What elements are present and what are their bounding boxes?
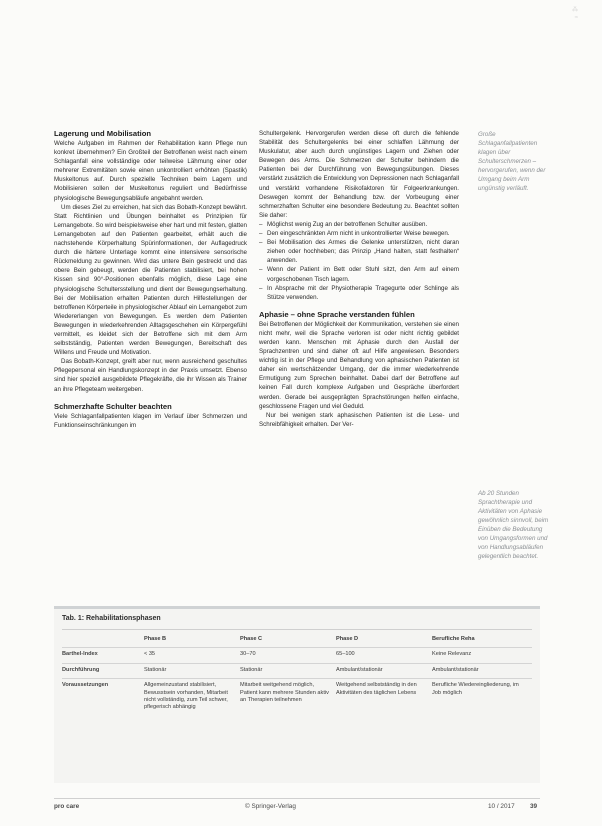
tips-list (259, 220, 459, 302)
journal-name: pro care (54, 803, 80, 810)
table-cell: < 35 (144, 648, 240, 663)
list-item: – Wenn der Patient im Bett oder Stuhl sitzt, den Arm auf einem vorgeschobenen Tisch lagern. (259, 265, 459, 283)
section-heading-aphasie: Aphasie – ohne Sprache verstanden fühlen (259, 309, 415, 319)
table-header-row (62, 633, 532, 648)
table-header-cell: Phase B (144, 636, 167, 642)
table-header-cell: Phase C (240, 636, 263, 642)
table-cell: 30–70 (240, 648, 336, 663)
paragraph: Bei Betroffenen der Möglichkeit der Kommunikation, verstehen sie einen nicht mehr, weil die Sprache verloren ist oder nicht richtig gebildet werden kann. Menschen mit Aphasie durch den Ausfall der Sprachzentren und sind daher oft auf Hilfe angewiesen. Besonders wichtig ist in der Pflege und Behandlung von aphasischen Patienten ist daher ein wertschätzender Umgang, der die immer wiederkehrende Ermutigung zum Sprechen beinhaltet. Dabei darf der Betroffene auf keinen Fall durch komplexe Aufgaben und Gespräche überfordert werden. Gerade bei ausgeprägten Sprachstörungen helfen einfache, geschlossene Fragen und viel Geduld. (259, 320, 459, 410)
rehab-phases-table (54, 606, 540, 783)
table-row (62, 663, 532, 678)
paragraph: Viele Schlaganfallpatienten klagen im Verlauf über Schmerzen und Funktionseinschränkungen im (54, 412, 247, 429)
publisher: © Springer-Verlag (245, 803, 296, 810)
list-item: – Bei Mobilisation des Armes die Gelenke unterstützen, nicht daran ziehen oder hochheben; das Prinzip „Hand halten, statt festhalten“ anwenden. (259, 238, 459, 265)
table-cell: Weitgehend selbstständig in den Aktivitäten des täglichen Lebens (336, 679, 432, 716)
paragraph: Schultergelenk. Hervorgerufen werden diese oft durch die fehlende Stabilität des Schultergelenks bei einer schlaffen Lähmung der Muskulatur, aber auch durch ungünstiges Lagern und Ziehen oder Bewegen des Arms. Die Schmerzen der Schulter behindern die Patienten bei der Durchführung von Bewegungsübungen. Dieses verstärkt zusätzlich die Entwicklung von Depressionen nach Schlaganfall und verstärkt vorhandene Risikofaktoren für Folgeerkrankungen. Deswegen kommt der Behandlung bzw. der Vorbeugung einer schmerzhaften Schulter eine besondere Bedeutung zu. Beachtet sollten Sie daher: (259, 130, 459, 219)
footer-divider (54, 798, 540, 799)
issue-date: 10 / 2017 (488, 803, 515, 810)
margin-note: Große Schlaganfallpatienten klagen über Schulterschmerzen – hervorgerufen, wenn der Umgang beim Arm ungünstig verläuft. (478, 131, 546, 192)
table-cell: 65–100 (336, 648, 432, 663)
table-header-cell: Berufliche Reha (432, 636, 475, 642)
table-cell: Allgemeinzustand stabilisiert, Bewusstsein vorhanden, Mitarbeit nicht vollständig, zum Teil schwer, pflegerisch abhängig (144, 679, 240, 716)
margin-note: Ab 20 Stunden Sprachtherapie und Aktivitäten von Aphasie gewöhnlich sinnvoll, beim Einüben die Bedeutung von Umgangsformen und von Handlungsabläufen gelegentlich beachtet. (478, 490, 549, 560)
text-column-left (54, 129, 247, 430)
paragraph: Nur bei wenigen stark aphasischen Patienten ist die Lese- und Schreibfähigkeit erhalten. Der Ver- (259, 411, 459, 428)
table-cell: Stationär (240, 663, 336, 678)
table-cell: Barthel-Index (62, 648, 144, 663)
list-item: – Den eingeschränkten Arm nicht in unkontrollierter Weise bewegen. (259, 229, 459, 238)
list-item: – Möglichst wenig Zug an der betroffenen Schulter ausüben. (259, 220, 459, 229)
table-row (62, 679, 532, 716)
corner-mark: ⁂ ≈ (572, 7, 578, 21)
table-cell: Ambulant/stationär (432, 663, 532, 678)
table-cell: Stationär (144, 663, 240, 678)
table-header-cell (62, 633, 144, 648)
table-title: Tab. 1: Rehabilitationsphasen (62, 615, 161, 622)
table-cell: Mitarbeit weitgehend möglich, Patient kann mehrere Stunden aktiv an Therapien teilnehmen (240, 679, 336, 716)
table-cell: Berufliche Wiedereingliederung, im Job möglich (432, 679, 532, 716)
table-header-cell: Phase D (336, 636, 359, 642)
table-cell: Voraussetzungen (62, 679, 144, 716)
page-number: 39 (530, 803, 538, 810)
paragraph: Um dieses Ziel zu erreichen, hat sich das Bobath-Konzept bewährt. Statt Richtlinien und Übungen beinhaltet es Prinzipien für Lernangebote. So wird beispielsweise eher hart und mit festen, glatten Lernangeboten auf den Patienten gearbeitet, erhält auch die nachstehende Körperhaltung Spürinformationen, der Auflagedruck durch die härtere Unterlage kommt eine intensivere sensorische Rückmeldung zu gewinnen. Wird das untere Bein gestreckt und das obere Bein gebeugt, werden die Patienten stabilisiert, bei hohen Kissen sind 90°-Positionen ebenfalls möglich, diese Lage eine physiologische Schultersstellung und dient der Bewegungserhaltung. Bei der Mobilisation erhalten Patienten durch Hilfestellungen der betroffenen Körperteile in physiologischer Ablauf ein Lernangebot zum Wiedererlangen von Bewegungen. Es werden dem Patienten Bewegungen in wiederkehrenden Alltagsgeschehen ein Körpergefühl vermittelt, es kleidet sich der Betroffene sich mit dem Arm selbstständig, Patienten werden Bewegungen, Bereitschaft des Willens und Freude und Motivation. (54, 203, 247, 357)
list-item: – In Absprache mit der Physiotherapie Tragegurte oder Schlinge als Stütze verwenden. (259, 284, 459, 302)
paragraph: Welche Aufgaben im Rahmen der Rehabilitation kann Pflege nun konkret übernehmen? Ein Großteil der Betroffenen weist nach einem Schlaganfall eine vollständige oder teilweise Lähmung einer oder mehrerer Extremitäten sowie einen unkontrolliert erhöhten (Spastik) Muskeltonus auf. Durch spezielle Techniken beim Lagern und Mobilisieren sollen der Muskeltonus reguliert und Bedürfnisse physiologische Bewegungsabläufe angebahnt werden. (54, 140, 247, 202)
text-column-right (259, 129, 459, 429)
section-heading-schulter: Schmerzhafte Schulter beachten (54, 401, 172, 411)
table-cell: Keine Relevanz (432, 648, 532, 663)
divider (62, 629, 532, 630)
table-cell: Ambulant/stationär (336, 663, 432, 678)
table-row (62, 648, 532, 663)
section-heading-lagerung: Lagerung und Mobilisation (54, 129, 152, 138)
paragraph: Das Bobath-Konzept, greift aber nur, wenn ausreichend geschultes Pflegepersonal ein Handlungskonzept in der Praxis umsetzt. Ebenso sind hier speziell ausgebildete Pflegekräfte, die ihr Wissen als Trainer an ihre Pflegeteam weitergeben. (54, 358, 247, 393)
table-cell: Durchführung (62, 663, 144, 678)
